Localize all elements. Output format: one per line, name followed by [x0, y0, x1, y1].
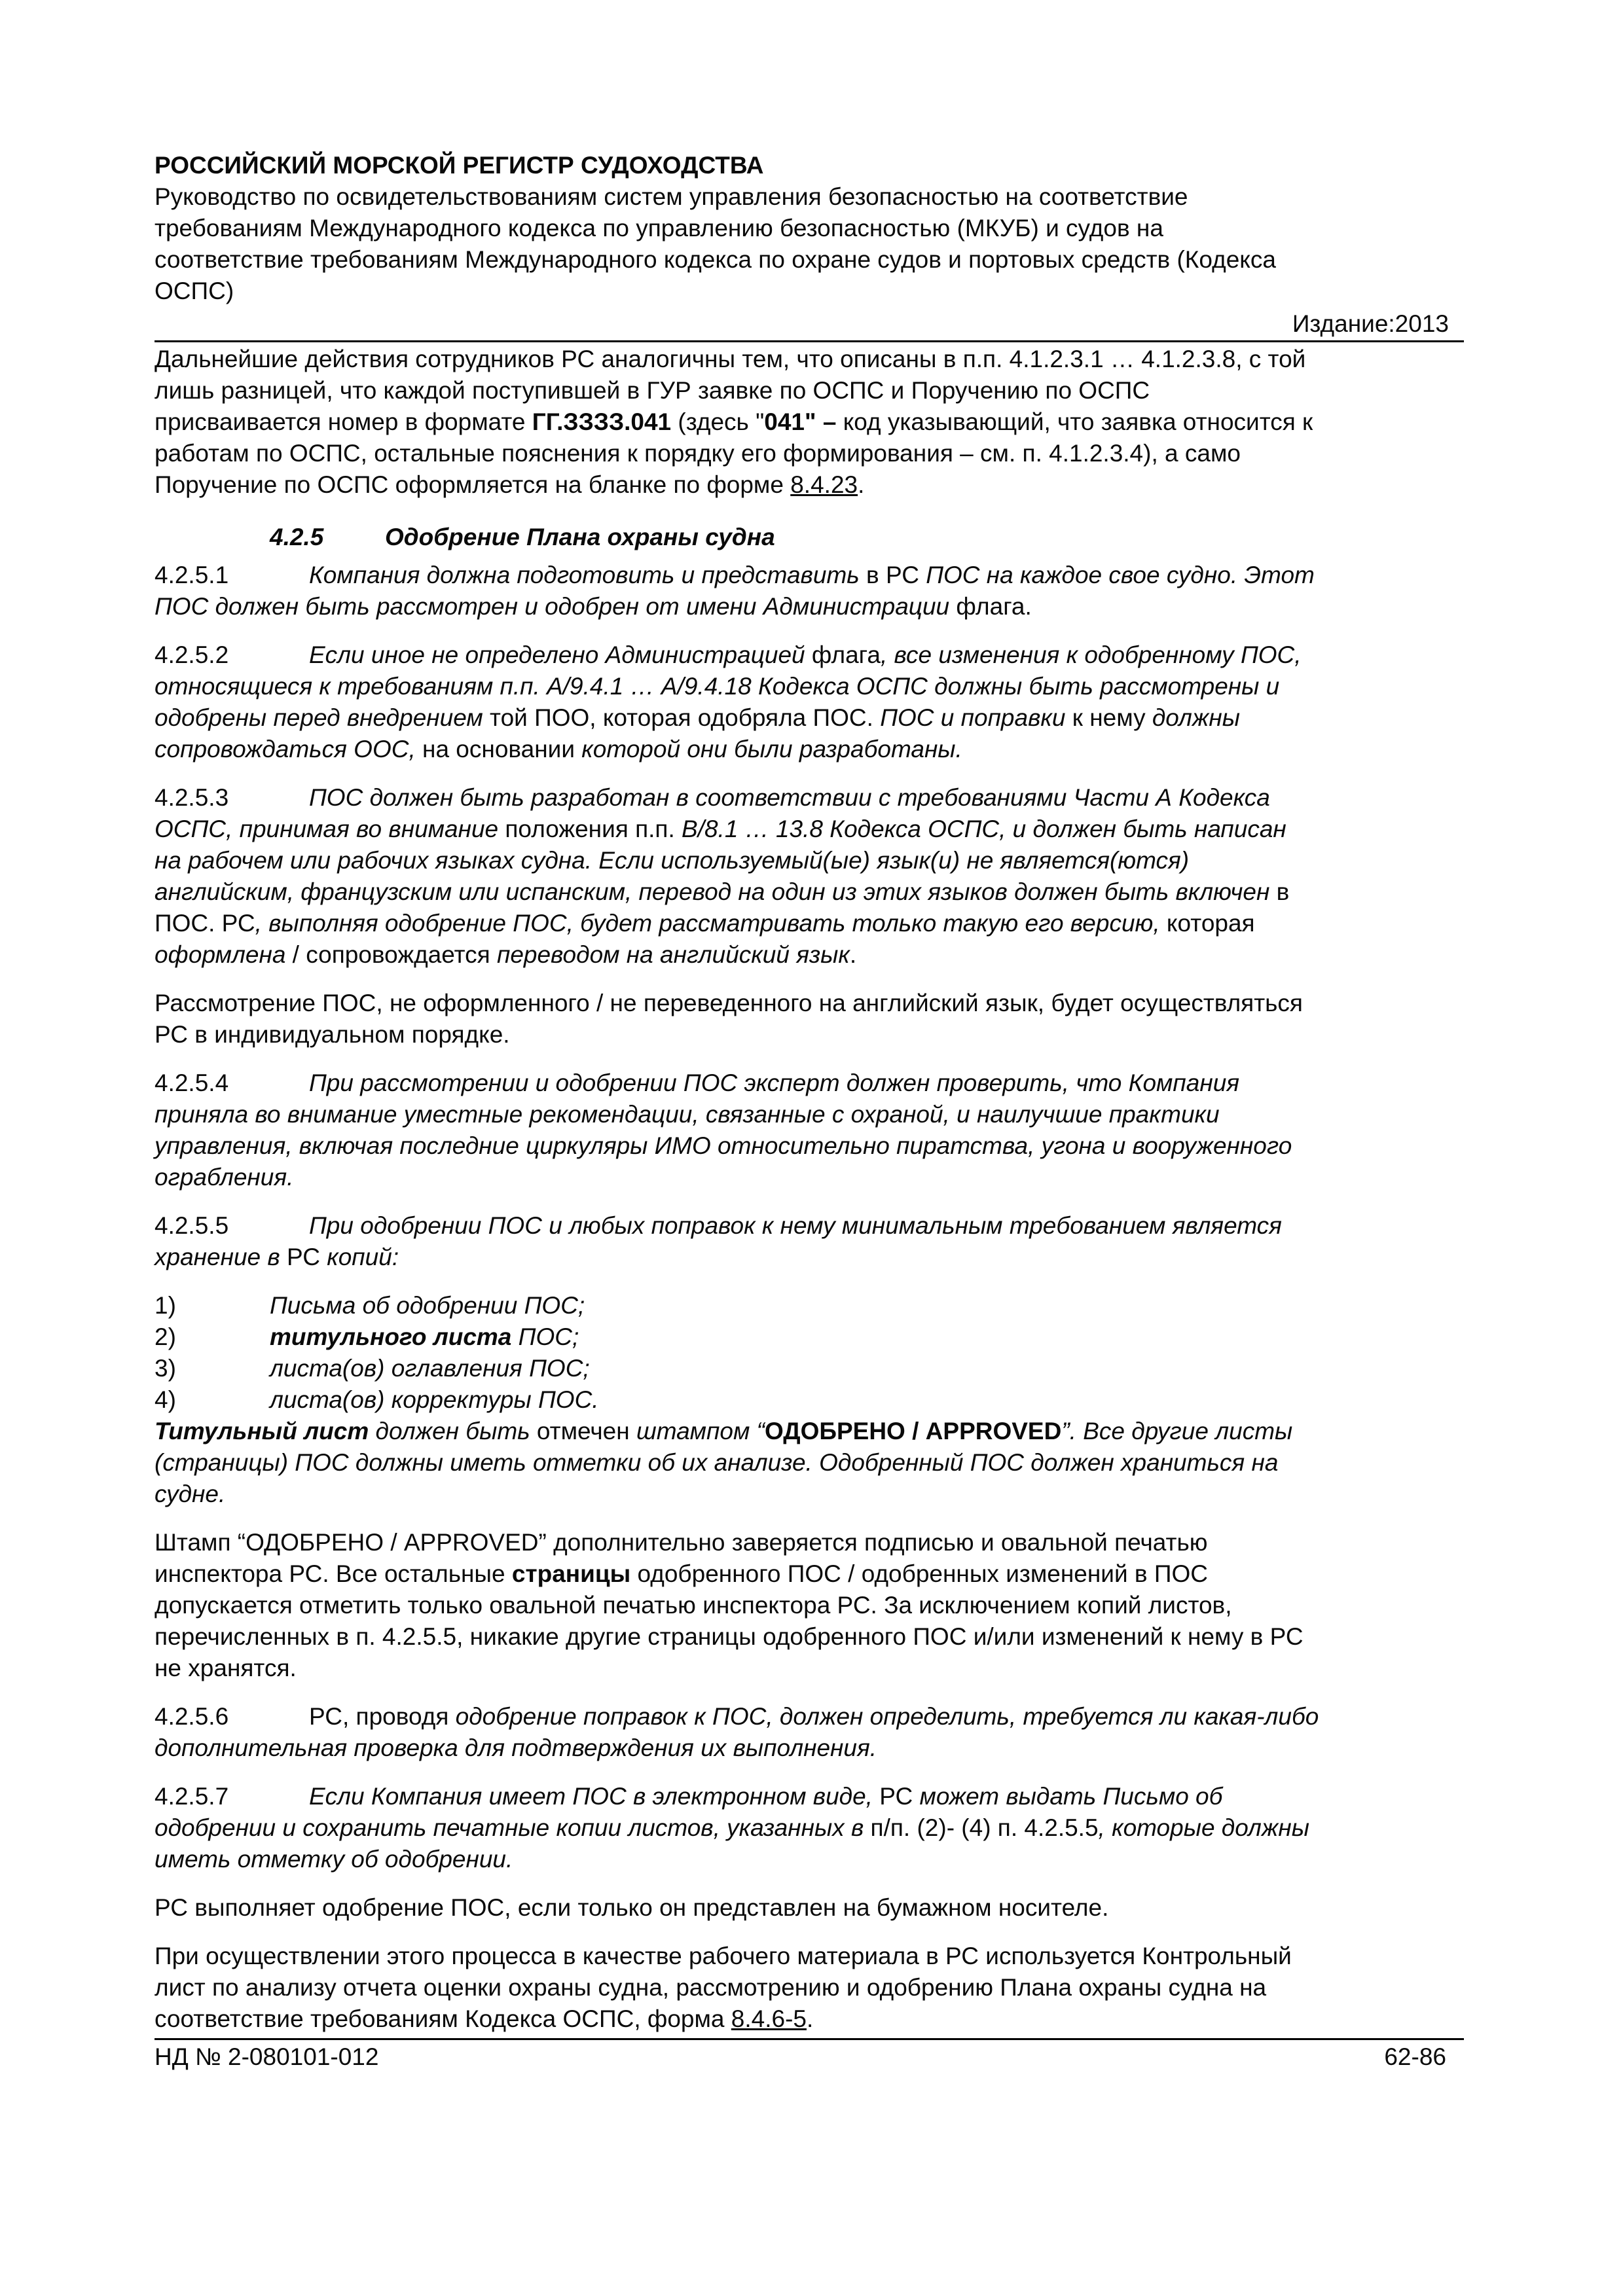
paragraph-line: управления, включая последние циркуляры ИМО относительно пиратства, угона и вооруженного [155, 1132, 1292, 1159]
section-heading [270, 522, 1586, 552]
paragraph-4-2-5-6: 4.2.5.6 РС, проводя одобрение поправок к ПОС, должен определить, требуется ли какая-либо [155, 1703, 1319, 1730]
intro-line: работам по ОСПС, остальные пояснения к порядку его формирования – см. п. 4.1.2.3.4), а само [155, 440, 1241, 467]
header-divider [155, 340, 1464, 342]
intro-line: Поручение по ОСПС оформляется на бланке по форме 8.4.23. [155, 471, 865, 498]
paragraph-line: ПОС. РС, выполняя одобрение ПОС, будет рассматривать только такую его версию, которая [155, 910, 1255, 937]
paper-note: РС выполняет одобрение ПОС, если только он представлен на бумажном носителе. [155, 1894, 1109, 1921]
header-subtitle-line: соответствие требованиям Международного кодекса по охране судов и портовых средств (Кодекса [155, 246, 1276, 273]
header-subtitle-line: Руководство по освидетельствованиям систем управления безопасностью на соответствие [155, 183, 1188, 210]
paragraph-4-2-5-7: 4.2.5.7 Если Компания имеет ПОС в электронном виде, РС может выдать Письмо об [155, 1783, 1223, 1810]
paragraph-line: ПОС должен быть рассмотрен и одобрен от имени Администрации флага. [155, 593, 1032, 620]
final-paragraph-line: При осуществлении этого процесса в качестве рабочего материала в РС используется Контрольный [155, 1943, 1292, 1969]
paragraph-4-2-5-5: 4.2.5.5 При одобрении ПОС и любых поправок к нему минимальным требованием является [155, 1212, 1282, 1239]
header-subtitle-line: ОСПС) [155, 278, 234, 304]
paragraph-4-2-5-4: 4.2.5.4 При рассмотрении и одобрении ПОС эксперт должен проверить, что Компания [155, 1069, 1240, 1096]
footer-page-number: 62-86 [1384, 2043, 1446, 2070]
stamp-note-line: Титульный лист должен быть отмечен штампом “ОДОБРЕНО / APPROVED”. Все другие листы [155, 1418, 1293, 1444]
intro-line: присваивается номер в формате ГГ.ЗЗЗЗ.041 (здесь "041" – код указывающий, что заявка относится к [155, 408, 1313, 435]
intro-line: Дальнейшие действия сотрудников РС аналогичны тем, что описаны в п.п. 4.1.2.3.1 … 4.1.2.3.8, с той [155, 346, 1306, 372]
paragraph-line: на рабочем или рабочих языках судна. Если используемый(ые) язык(и) не является(ются) [155, 847, 1190, 874]
paragraph-line: одобрены перед внедрением той ПОО, которая одобряла ПОС. ПОС и поправки к нему должны [155, 704, 1240, 731]
paragraph-line: Рассмотрение ПОС, не оформленного / не переведенного на английский язык, будет осуществляться [155, 990, 1303, 1016]
paragraph-line: английским, французским или испанским, перевод на один из этих языков должен быть включен в [155, 878, 1290, 905]
section-number: 4.2.5 [270, 524, 324, 550]
paragraph-4-2-5-1: 4.2.5.1 Компания должна подготовить и представить в РС ПОС на каждое свое судно. Этот [155, 562, 1315, 588]
list-item: 3) листа(ов) оглавления ПОС; [155, 1355, 590, 1382]
paragraph-line: относящиеся к требованиям п.п. А/9.4.1 … А/9.4.18 Кодекса ОСПС должны быть рассмотрены и [155, 673, 1280, 700]
header-edition: Издание:2013 [1292, 310, 1449, 337]
paragraph-line: РС в индивидуальном порядке. [155, 1021, 510, 1048]
list-item: 2) титульного листа ПОС; [155, 1323, 579, 1350]
paragraph-4-2-5-2: 4.2.5.2 Если иное не определено Администрацией флага, все изменения к одобренному ПОС, [155, 641, 1302, 668]
paragraph-line: ОСПС, принимая во внимание положения п.п. В/8.1 … 13.8 Кодекса ОСПС, и должен быть написан [155, 816, 1286, 842]
final-paragraph-line: лист по анализу отчета оценки охраны судна, рассмотрению и одобрению Плана охраны судна на [155, 1974, 1267, 2001]
form-link[interactable]: 8.4.6-5 [731, 2005, 807, 2032]
stamp-paragraph-line: инспектора РС. Все остальные страницы одобренного ПОС / одобренных изменений в ПОС [155, 1560, 1208, 1587]
stamp-paragraph-line: Штамп “ОДОБРЕНО / APPROVED” дополнительно заверяется подписью и овальной печатью [155, 1529, 1208, 1556]
stamp-paragraph-line: допускается отметить только овальной печатью инспектора РС. За исключением копий листов, [155, 1592, 1232, 1619]
paragraph-line: оформлена / сопровождается переводом на английский язык. [155, 941, 857, 968]
header-org: РОССИЙСКИЙ МОРСКОЙ РЕГИСТР СУДОХОДСТВА [155, 152, 764, 179]
paragraph-4-2-5-3: 4.2.5.3 ПОС должен быть разработан в соответствии с требованиями Части А Кодекса [155, 784, 1270, 811]
stamp-paragraph-line: перечисленных в п. 4.2.5.5, никакие другие страницы одобренного ПОС и/или изменений к нему в РС [155, 1623, 1304, 1650]
stamp-paragraph-line: не хранятся. [155, 1655, 297, 1681]
header-subtitle-line: требованиям Международного кодекса по управлению безопасностью (МКУБ) и судов на [155, 215, 1163, 242]
paragraph-line: ограбления. [155, 1164, 294, 1191]
paragraph-line: дополнительная проверка для подтверждения их выполнения. [155, 1734, 877, 1761]
paragraph-line: иметь отметку об одобрении. [155, 1846, 513, 1873]
stamp-note-line: судне. [155, 1480, 226, 1507]
paragraph-line: одобрении и сохранить печатные копии листов, указанных в п/п. (2)- (4) п. 4.2.5.5, которые должны [155, 1814, 1309, 1841]
footer-divider [155, 2038, 1464, 2040]
intro-line: лишь разницей, что каждой поступившей в ГУР заявке по ОСПС и Поручению по ОСПС [155, 377, 1150, 404]
section-title: Одобрение Плана охраны судна [385, 524, 775, 550]
list-item: 4) листа(ов) корректуры ПОС. [155, 1386, 599, 1413]
paragraph-line: хранение в РС копий: [155, 1244, 399, 1270]
stamp-note-line: (страницы) ПОС должны иметь отметки об их анализе. Одобренный ПОС должен храниться на [155, 1449, 1279, 1476]
final-paragraph-line: соответствие требованиям Кодекса ОСПС, форма 8.4.6-5. [155, 2005, 814, 2032]
list-item: 1) Письма об одобрении ПОС; [155, 1292, 585, 1319]
paragraph-line: сопровождаться ООС, на основании которой они были разработаны. [155, 736, 962, 762]
form-link[interactable]: 8.4.23 [790, 471, 858, 498]
footer-doc-number: НД № 2-080101-012 [155, 2043, 379, 2070]
paragraph-line: приняла во внимание уместные рекомендации, связанные с охраной, и наилучшие практики [155, 1101, 1220, 1128]
